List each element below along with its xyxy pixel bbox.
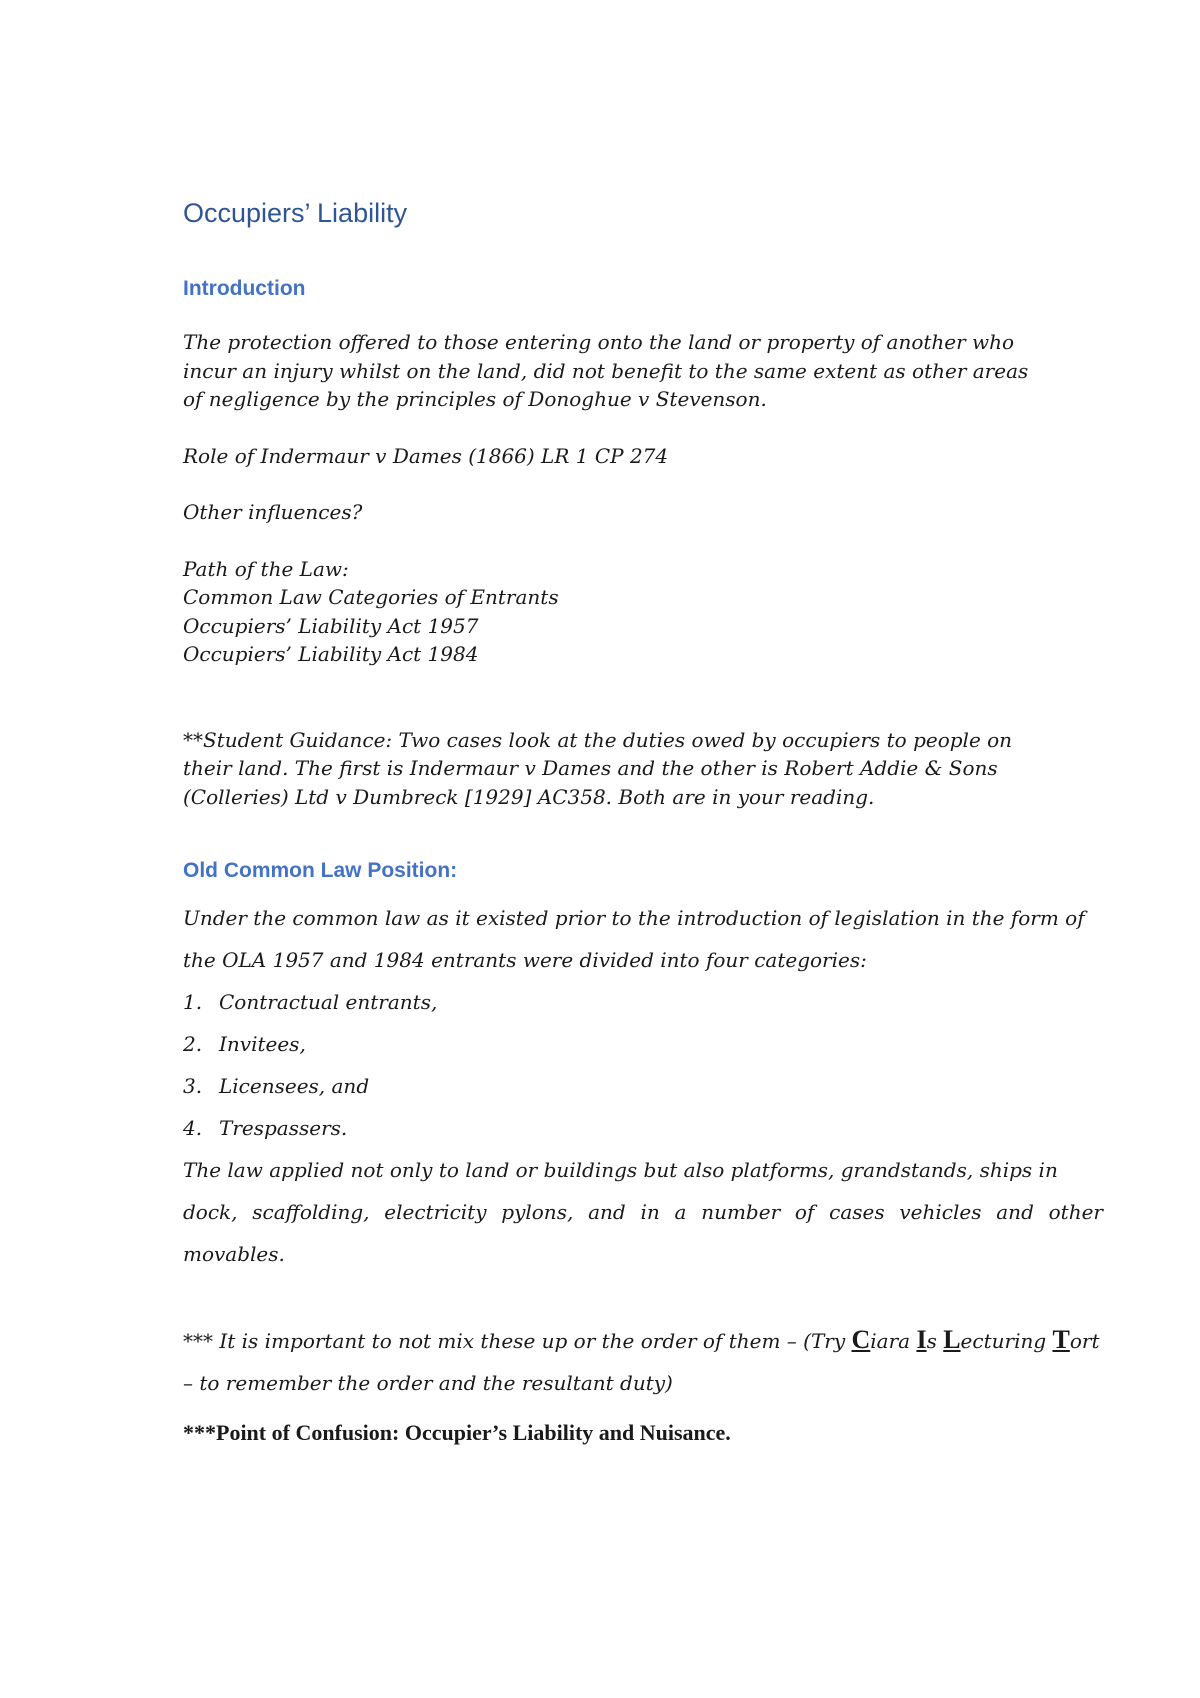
- list-item: [183, 981, 1103, 1023]
- document-body: [183, 195, 1103, 1450]
- mnemonic-letter: L: [943, 1325, 961, 1354]
- path-of-law-block: [183, 555, 1103, 669]
- path-line: Occupiers’ Liability Act 1984: [183, 642, 479, 666]
- law-applied-paragraph: [183, 1149, 1103, 1275]
- mnemonic-prefix: *** It is important to not mix these up or the order of them – (Try: [183, 1329, 852, 1353]
- common-law-line: Under the common law as it existed prior to the introduction of legislation in the form of: [183, 906, 1085, 930]
- list-number: 3.: [183, 1074, 203, 1098]
- law-line: The law applied not only to land or buildings but also platforms, grandstands, ships in: [183, 1158, 1058, 1182]
- mnemonic-paragraph: [183, 1319, 1103, 1404]
- intro-line: of negligence by the principles of Donoghue v Stevenson.: [183, 387, 767, 411]
- mnemonic-word-rest: ort: [1069, 1329, 1100, 1353]
- old-common-law-heading: Old Common Law Position:: [183, 859, 458, 882]
- other-influences-line: Other influences?: [183, 500, 363, 524]
- intro-line: incur an injury whilst on the land, did not benefit to the same extent as other areas: [183, 358, 1029, 383]
- guidance-line: **Student Guidance: Two cases look at the duties owed by occupiers to people on: [183, 727, 1013, 752]
- entrant-categories-list: [183, 981, 1103, 1149]
- common-law-paragraph: [183, 897, 1103, 981]
- list-item: [183, 1065, 1103, 1107]
- introduction-paragraph: [183, 328, 1103, 414]
- student-guidance-paragraph: [183, 726, 1103, 812]
- common-law-line: the OLA 1957 and 1984 entrants were divided into four categories:: [183, 948, 867, 972]
- mnemonic-letter: C: [851, 1325, 871, 1354]
- intro-line: The protection offered to those entering onto the land or property of another who: [183, 330, 1015, 354]
- mnemonic-word-rest: s: [926, 1329, 944, 1353]
- path-line: Path of the Law:: [183, 556, 349, 581]
- guidance-line: (Colleries) Ltd v Dumbreck [1929] AC358. Both are in your reading.: [183, 784, 875, 809]
- law-line: dock, scaffolding, electricity pylons, and in a number of cases vehicles and other movables.: [183, 1200, 1103, 1266]
- mnemonic-word-rest: ecturing: [960, 1329, 1053, 1353]
- list-number: 4.: [183, 1116, 203, 1140]
- path-line: Common Law Categories of Entrants: [183, 585, 559, 609]
- list-number: 2.: [183, 1032, 203, 1056]
- list-text: Contractual entrants,: [219, 990, 438, 1014]
- list-item: [183, 1107, 1103, 1149]
- path-line: Occupiers’ Liability Act 1957: [183, 613, 479, 638]
- introduction-heading: Introduction: [183, 277, 306, 300]
- guidance-line: their land. The first is Indermaur v Dames and the other is Robert Addie & Sons: [183, 756, 998, 780]
- list-number: 1.: [183, 990, 203, 1014]
- mnemonic-letter: I: [916, 1325, 927, 1354]
- list-text: Licensees, and: [219, 1074, 370, 1098]
- mnemonic-letter: T: [1052, 1325, 1070, 1354]
- list-text: Trespassers.: [219, 1116, 348, 1140]
- list-text: Invitees,: [219, 1032, 306, 1056]
- role-line: Role of Indermaur v Dames (1866) LR 1 CP 274: [183, 443, 669, 468]
- list-item: [183, 1023, 1103, 1065]
- point-of-confusion: ***Point of Confusion: Occupier’s Liability and Nuisance.: [183, 1420, 731, 1445]
- mnemonic-word-rest: iara: [870, 1329, 917, 1353]
- mnemonic-line-2: – to remember the order and the resultant duty): [183, 1371, 673, 1395]
- document-title: Occupiers’ Liability: [183, 198, 408, 228]
